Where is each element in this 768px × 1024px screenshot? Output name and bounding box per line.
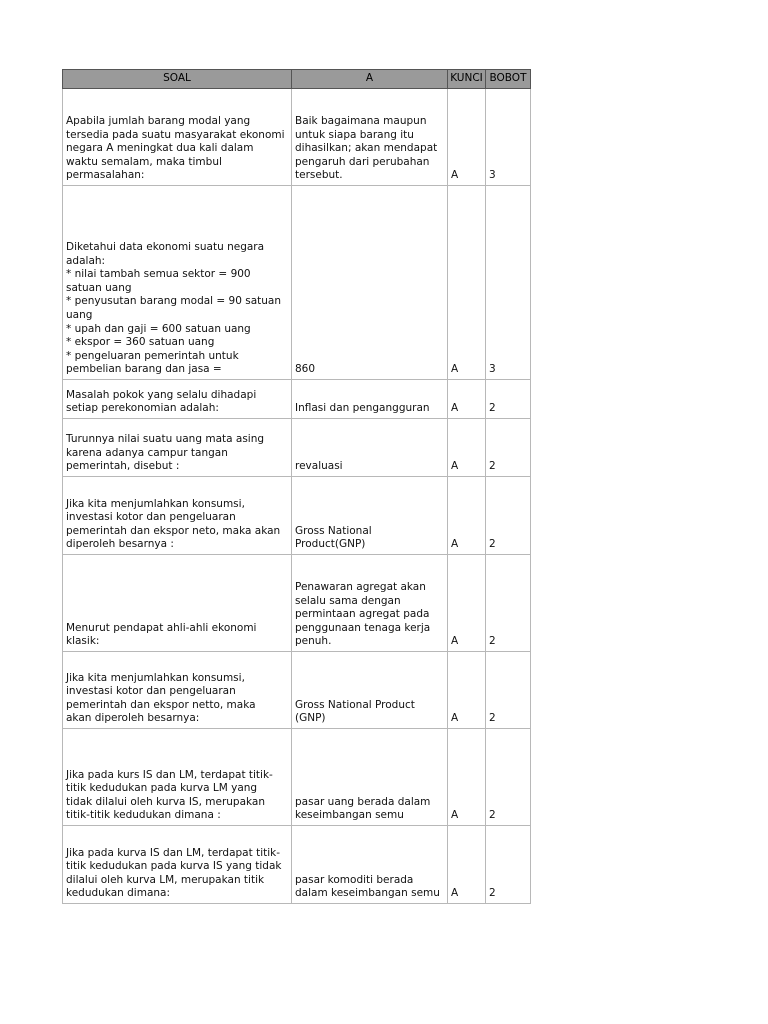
table-row xyxy=(63,380,531,419)
bobot-cell: 2 xyxy=(486,419,531,477)
kunci-cell: A xyxy=(448,652,486,729)
soal-cell: Turunnya nilai suatu uang mata asing karena adanya campur tangan pemerintah, disebut : xyxy=(63,419,292,477)
soal-cell: Apabila jumlah barang modal yang tersedia pada suatu masyarakat ekonomi negara A meningkat dua kali dalam waktu semalam, maka timbul permasalahan: xyxy=(63,89,292,186)
soal-cell: Diketahui data ekonomi suatu negara adalah: * nilai tambah semua sektor = 900 satuan uang * penyusutan barang modal = 90 satuan uang * upah dan gaji = 600 satuan uang * ekspor = 360 satuan uang * pengeluaran pemerintah untuk pembelian barang dan jasa = xyxy=(63,186,292,380)
kunci-cell: A xyxy=(448,89,486,186)
answer-cell: pasar komoditi berada dalam keseimbangan semu xyxy=(292,826,448,904)
soal-cell: Masalah pokok yang selalu dihadapi setiap perekonomian adalah: xyxy=(63,380,292,419)
bobot-cell: 2 xyxy=(486,729,531,826)
bobot-cell: 2 xyxy=(486,555,531,652)
bobot-cell: 2 xyxy=(486,826,531,904)
bobot-cell: 3 xyxy=(486,89,531,186)
table-row xyxy=(63,89,531,186)
table-header-row xyxy=(63,70,531,89)
bobot-cell: 2 xyxy=(486,477,531,555)
header-a: A xyxy=(292,70,448,89)
question-table xyxy=(62,69,531,904)
kunci-cell: A xyxy=(448,380,486,419)
answer-cell: Baik bagaimana maupun untuk siapa barang itu dihasilkan; akan mendapat pengaruh dari perubahan tersebut. xyxy=(292,89,448,186)
answer-cell: Gross National Product(GNP) xyxy=(292,477,448,555)
answer-cell: 860 xyxy=(292,186,448,380)
header-soal: SOAL xyxy=(63,70,292,89)
table-row xyxy=(63,826,531,904)
answer-cell: Inflasi dan pengangguran xyxy=(292,380,448,419)
answer-cell: pasar uang berada dalam keseimbangan semu xyxy=(292,729,448,826)
kunci-cell: A xyxy=(448,555,486,652)
kunci-cell: A xyxy=(448,729,486,826)
kunci-cell: A xyxy=(448,477,486,555)
soal-cell: Jika kita menjumlahkan konsumsi, investasi kotor dan pengeluaran pemerintah dan ekspor neto, maka akan diperoleh besarnya : xyxy=(63,477,292,555)
table-row xyxy=(63,652,531,729)
soal-cell: Jika pada kurs IS dan LM, terdapat titik- titik kedudukan pada kurva LM yang tidak dilalui oleh kurva IS, merupakan titik-titik kedudukan dimana : xyxy=(63,729,292,826)
kunci-cell: A xyxy=(448,419,486,477)
table-row xyxy=(63,419,531,477)
bobot-cell: 2 xyxy=(486,652,531,729)
bobot-cell: 3 xyxy=(486,186,531,380)
table-row xyxy=(63,729,531,826)
soal-cell: Jika kita menjumlahkan konsumsi, investasi kotor dan pengeluaran pemerintah dan ekspor netto, maka akan diperoleh besarnya: xyxy=(63,652,292,729)
header-bobot: BOBOT xyxy=(486,70,531,89)
table-row xyxy=(63,477,531,555)
kunci-cell: A xyxy=(448,826,486,904)
kunci-cell: A xyxy=(448,186,486,380)
answer-cell: revaluasi xyxy=(292,419,448,477)
bobot-cell: 2 xyxy=(486,380,531,419)
table-row xyxy=(63,186,531,380)
table-row xyxy=(63,555,531,652)
soal-cell: Jika pada kurva IS dan LM, terdapat titik- titik kedudukan pada kurva IS yang tidak dilalui oleh kurva LM, merupakan titik kedudukan dimana: xyxy=(63,826,292,904)
soal-cell: Menurut pendapat ahli-ahli ekonomi klasik: xyxy=(63,555,292,652)
header-kunci: KUNCI xyxy=(448,70,486,89)
answer-cell: Penawaran agregat akan selalu sama dengan permintaan agregat pada penggunaan tenaga kerja penuh. xyxy=(292,555,448,652)
answer-cell: Gross National Product (GNP) xyxy=(292,652,448,729)
